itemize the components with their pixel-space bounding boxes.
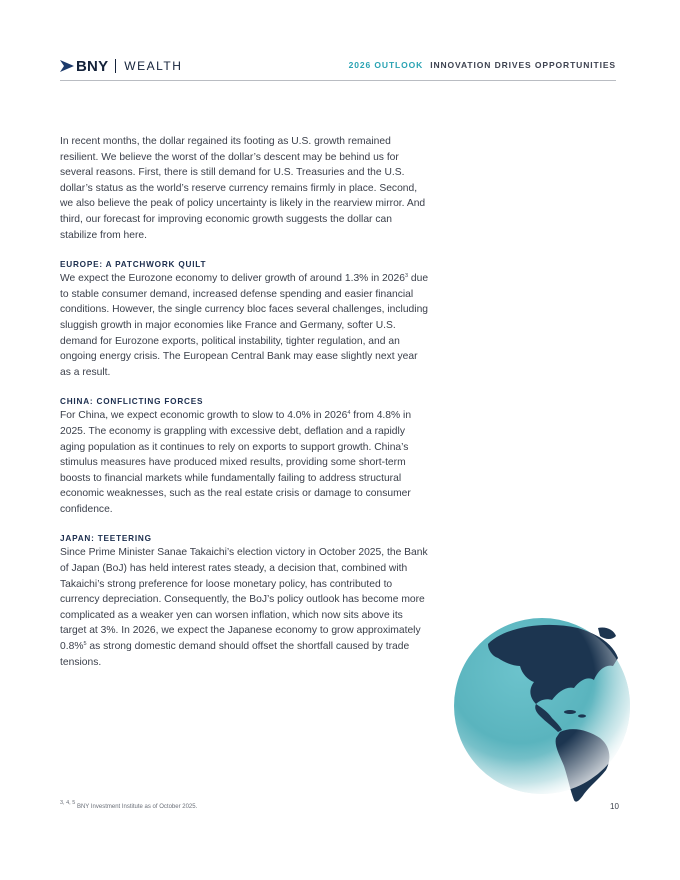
footnote-text: BNY Investment Institute as of October 2025. xyxy=(76,804,198,810)
japan-heading: JAPAN: TEETERING xyxy=(60,534,152,544)
china-heading: CHINA: CONFLICTING FORCES xyxy=(60,397,204,407)
china-paragraph xyxy=(60,408,430,517)
bny-wealth-logo xyxy=(60,58,182,74)
logo-subtitle: WEALTH xyxy=(124,59,183,73)
article-body xyxy=(60,134,430,670)
europe-text-end: due to stable consumer demand, increased defense spending and easier financial conditions. However, the single currency bloc faces several challenges, including sluggish growth in major economies like France and Germany, softer U.S. demand for Eurozone exports, political instability, tighter regulation, and an ongoing energy crisis. The European Central Bank may ease slightly next year as a result. xyxy=(60,273,429,378)
section-label: INNOVATION DRIVES OPPORTUNITIES xyxy=(430,60,616,70)
footnote xyxy=(60,800,198,810)
japan-paragraph xyxy=(60,545,430,670)
europe-paragraph xyxy=(60,271,430,380)
page-header xyxy=(60,58,616,81)
footnote-marker: 4 xyxy=(347,410,351,417)
header-labels xyxy=(349,60,616,70)
footnote-marker: 3 xyxy=(404,273,409,280)
china-text-end: from 4.8% in 2025. The economy is grappling with excessive debt, deflation and a rapidly aging population as it continues to rely on exports to support growth. China’s stimulus measures have produced mixed results, providing some short-term boosts to financial markets while fundamentally failing to address structural economic weaknesses, such as the real estate crisis or damage to consumer confidence. xyxy=(60,410,412,515)
page-number: 10 xyxy=(610,802,619,811)
footnote-marker: 5 xyxy=(83,641,87,648)
footnote-markers: 3, 4, 5 xyxy=(60,800,76,806)
globe-americas-icon xyxy=(448,614,638,804)
japan-text-end: as strong domestic demand should offset the shortfall caused by trade tensions. xyxy=(60,641,410,668)
chevron-arrow-icon xyxy=(60,60,74,72)
europe-text-start: We expect the Eurozone economy to deliver growth of around 1.3% in 2026 xyxy=(60,273,405,285)
europe-heading: EUROPE: A PATCHWORK QUILT xyxy=(60,260,207,270)
outlook-label: 2026 OUTLOOK xyxy=(348,60,424,70)
intro-paragraph: In recent months, the dollar regained its footing as U.S. growth remained resilient. We believe the worst of the dollar’s descent may be behind us for several reasons. First, there is still demand for U.S. Treasuries and the U.S. dollar’s status as the world’s reserve currency remains firmly in place. Second, we also believe the peak of policy uncertainty is likely in the rearview mirror. And third, our forecast for improving economic growth suggests the dollar can stabilize from here. xyxy=(60,136,426,241)
china-text-start: For China, we expect economic growth to slow to 4.0% in 2026 xyxy=(60,410,348,422)
japan-text-start: Since Prime Minister Sanae Takaichi’s election victory in October 2025, the Bank of Japan (BoJ) has held interest rates steady, a decision that, combined with Takaichi’s strong preference for loose monetary policy, has contributed to currency depreciation. Consequently, the BoJ’s policy outlook has become more complicated as a weaker yen can worsen inflation, which now sits above its target at 3%. In 2026, we expect the Japanese economy to grow approximately 0.8% xyxy=(60,547,428,653)
logo-divider xyxy=(115,59,116,73)
logo-text: BNY xyxy=(76,57,109,75)
